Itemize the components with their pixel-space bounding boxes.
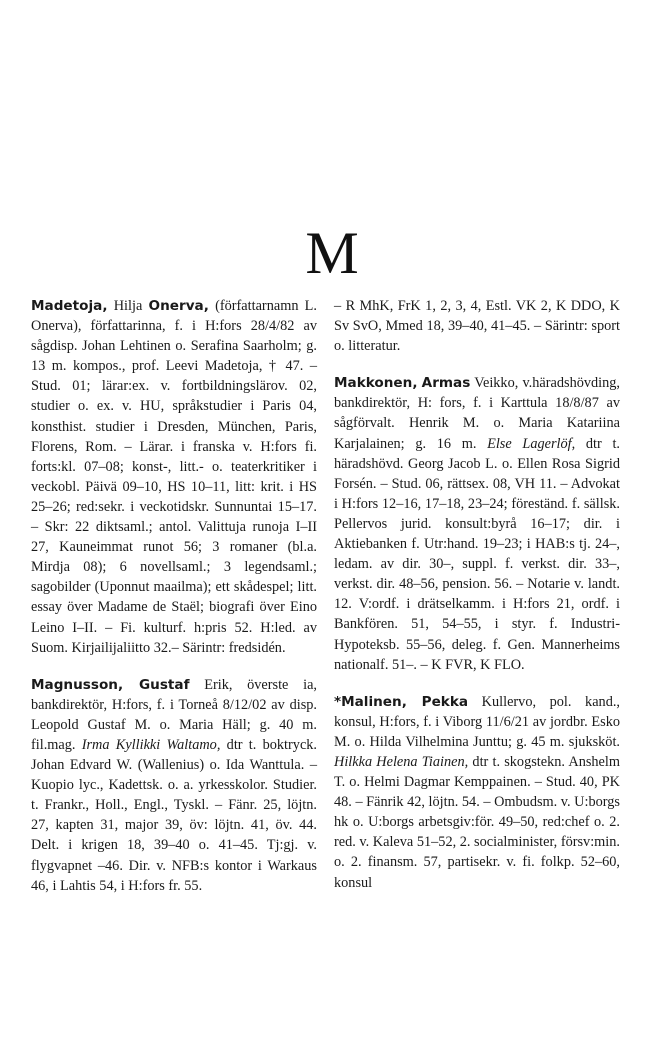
- entry-body: – R MhK, FrK 1, 2, 3, 4, Estl. VK 2, K DDO, K Sv SvO, Mmed 18, 39–40, 41–45. – Särintr: sport o. litteratur.: [334, 298, 620, 355]
- entry-body: dtr t. skogstekn. Anshelm T. o. Helmi Dagmar Kemppainen. – Stud. 40, PK 48. – Fänrik 42, löjtn. 54. – Ombudsm. v. U:borgs hk o. U:borgs arbetsgiv:för. 49–50, red:chef o. 2. red. v. Kaleva 51–52, 2. socialminister, försv:min. o. 2. finansm. 57, partisekr. v. fi. folkp. 52–60, konsul: [334, 753, 620, 891]
- entry-malinen: [334, 692, 620, 893]
- left-column: [31, 296, 317, 896]
- entry-call-name: Armas: [421, 375, 471, 392]
- entry-body: Veikko, v.häradshövding, bankdirektör, H: fors, f. i Karttula 18/8/87 av sågförvalt. Henrik M. o. Maria Katariina Karjalainen; g. 16 m.: [334, 375, 621, 452]
- entry-given-names: Hilja: [107, 298, 149, 314]
- entry-spouse: Else Lagerlöf,: [487, 435, 576, 452]
- entry-magnusson: [31, 675, 317, 896]
- entry-makkonen: [334, 373, 620, 674]
- entry-magnusson-continuation: [334, 296, 620, 356]
- entry-body: Erik, överste ia, bankdirektör, H:fors, f. i Torneå 8/12/02 av disp. Leopold Gustaf M. o. Maria Häll; g. 40 m. fil.mag.: [31, 676, 317, 753]
- section-letter: M: [305, 220, 359, 286]
- entry-body: dtr t. häradshövd. Georg Jacob L. o. Ellen Rosa Sigrid Forsén. – Stud. 06, rättsex. 08, VH 11. – Advokat i H:fors 12–16, 17–18, 23–24; föreständ. f. sällsk. Pellervos jurid. konsult:byrå 16–17; dir. i Aktiebanken f. Utr:hand. 19–23; i HAB:s tj. 24–, ledam. av dir. 30–, suppl. f. verkst. dir. 33–, verkst. dir. 48–56, pension. 56. – Notarie v. landt. 12. V:ordf. i drätselkamm. i H:fors 21, ordf. i Bankfören. 51, 54–55, i styr. f. Industri-Hypoteksb. 55–56, deleg. f. Gen. Mannerheims nationalf. 51–. – K FVR, K FLO.: [334, 435, 621, 673]
- entry-spouse: Hilkka Helena Tiainen,: [334, 753, 469, 770]
- entry-headword: *Malinen, Pekka: [334, 693, 469, 710]
- right-column: [334, 296, 620, 893]
- entry-call-name: Onerva,: [148, 298, 209, 314]
- entry-body: Kullervo, pol. kand., konsul, H:fors, f. i Viborg 11/6/21 av jordbr. Esko M. o. Hilda Vilhelmina Junttu; g. 45 m. sjuksköt.: [334, 693, 620, 750]
- entry-headword: Magnusson, Gustaf: [31, 676, 190, 693]
- entry-headword: Madetoja,: [31, 298, 108, 314]
- entry-body: dtr t. boktryck. Johan Edvard W. (Wallenius) o. Ida Wanttula. – Kuopio lyc., Kadettsk. o. a. yrkesskolor. Studier. t. Frankr., Holl., Engl., Tyskl. – Fänr. 25, löjtn. 27, kapten 31, major 39, öv: löjtn. 41, öv. 44. Delt. i krigen 18, 39–40 o. 41–45. Tj:gj. v. flygvapnet –46. Dir. v. NFB:s kontor i Warkaus 46, i Lahtis 54, i H:fors fr. 55.: [31, 736, 318, 894]
- entry-spouse: Irma Kyllikki Waltamo,: [81, 736, 221, 753]
- entry-headword: Makkonen,: [334, 375, 418, 392]
- entry-madetoja: [31, 296, 317, 658]
- entry-body: (författarnamn L. Onerva), författarinna, f. i H:fors 28/4/82 av sågdisp. Johan Lehtinen o. Serafina Saarholm; g. 13 m. kompos., prof. Leevi Madetoja, † 47. – Stud. 01; lärar:ex. v. fortbildningslärov. 02, studier o. ex. v. HU, språkstudier i Paris 04, konsthist. studier i Dresden, München, Paris, Florens, Rom. – Lärar. i franska v. H:fors fi. forts:kl. 07–08; konst-, litt.- o. teaterkritiker i veckobl. Päivä 09–10, HS 10–11, litt: krit. i HS 25–26; red:sekr. i veckotidskr. Sunnuntai 15–17. – Skr: 22 diktsaml.; antol. Valittuja runoja I–II 27, Kauneimmat runot 56; 3 romaner (bl.a. Mirdja 08); 6 novellsaml.; 3 legendsaml.; sagobilder (Uponnut maailma); ett skådespel; litt. essay över Madame de Staël; biografi över Eino Leino I–II. – Fi. kulturf. h:pris 52. H:led. av Suom. Kirjailijaliitto 32.– Särintr: fredsidén.: [31, 298, 317, 656]
